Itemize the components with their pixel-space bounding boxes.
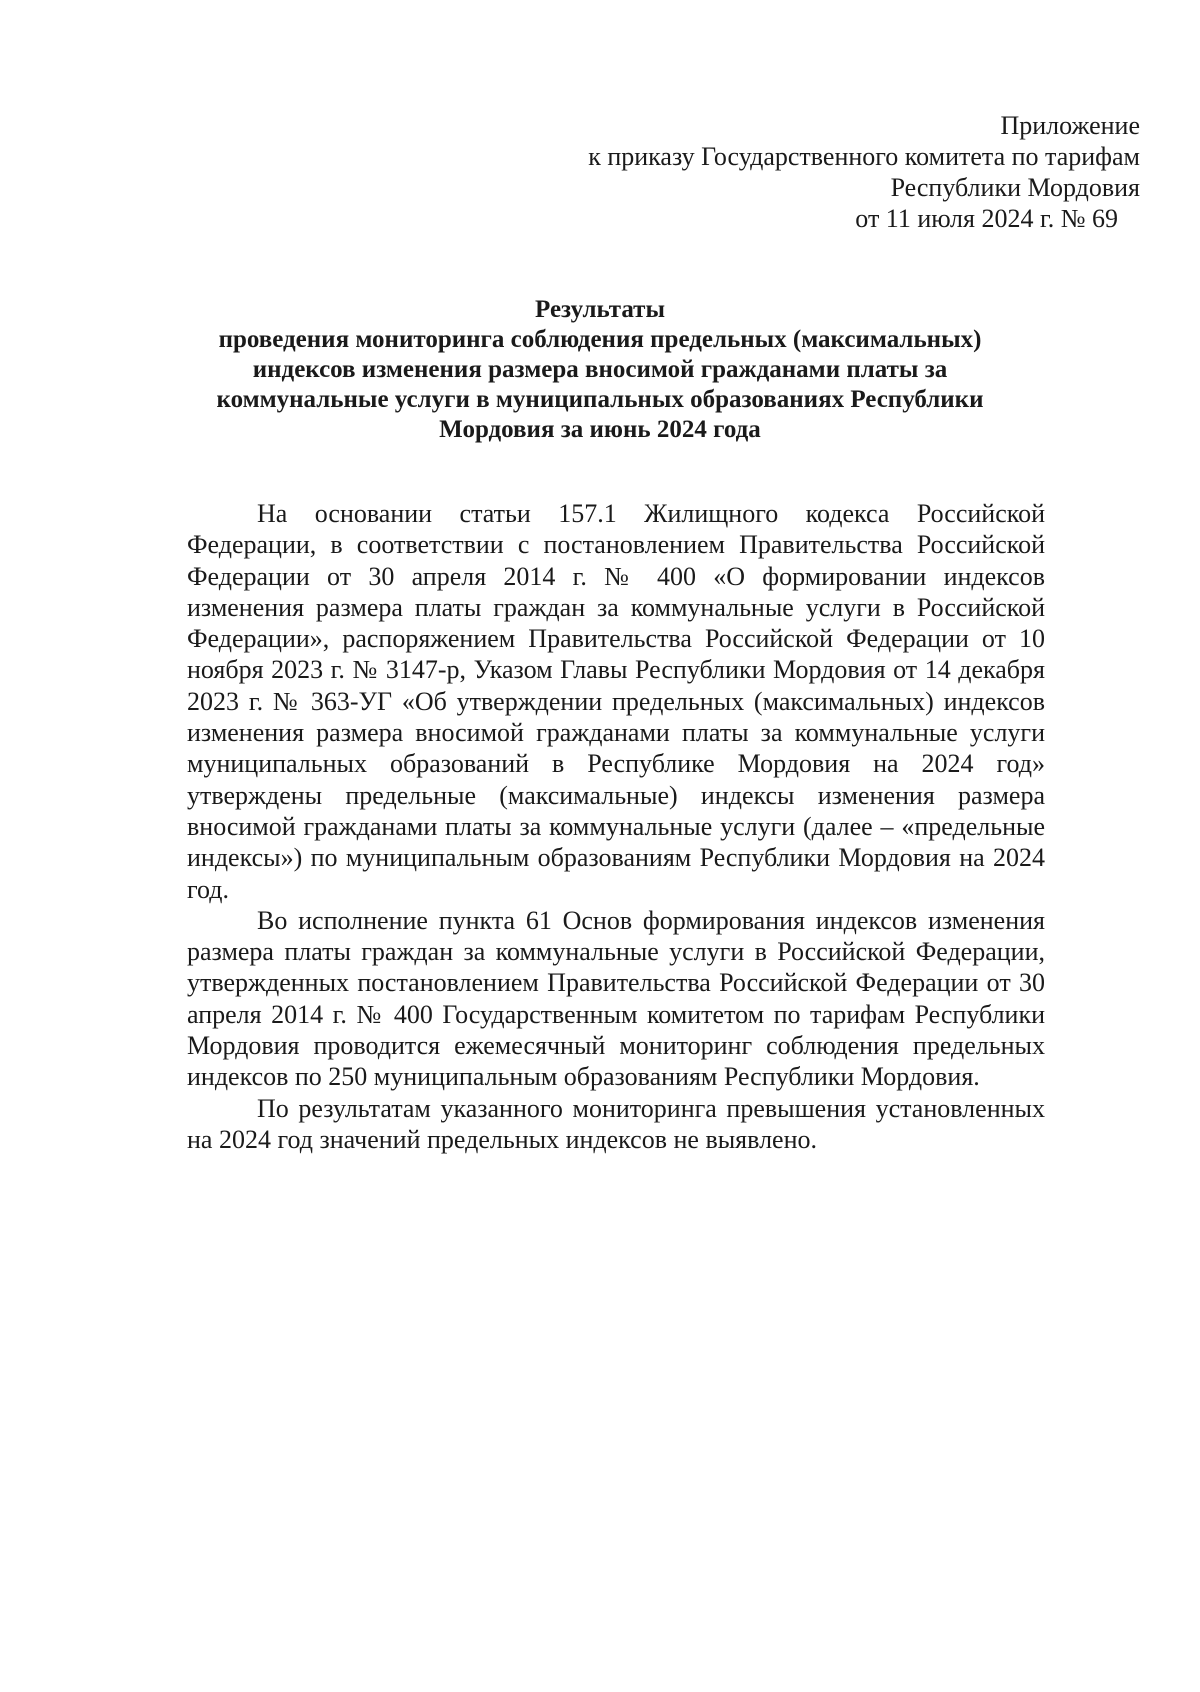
body-paragraph-2: Во исполнение пункта 61 Основ формирования индексов изменения размера платы граждан за коммунальные услуги в Российской Федерации, утвержденных постановлением Правительства Российской Федерации от 30 апреля 2014 г. № 400 Государственным комитетом по тарифам Республики Мордовия проводится ежемесячный мониторинг соблюдения предельных индексов по 250 муниципальным образованиям Республики Мордовия. — [187, 905, 1045, 1092]
body-paragraph-1: На основании статьи 157.1 Жилищного кодекса Российской Федерации, в соответствии с постановлением Правительства Российской Федерации от 30 апреля 2014 г. № 400 «О формировании индексов изменения размера платы граждан за коммунальные услуги в Российской Федерации», распоряжением Правительства Российской Федерации от 10 ноября 2023 г. № 3147-р, Указом Главы Республики Мордовия от 14 декабря 2023 г. № 363-УГ «Об утверждении предельных (максимальных) индексов изменения размера вносимой гражданами платы за коммунальные услуги муниципальных образований в Республике Мордовия на 2024 год» утверждены предельные (максимальные) индексы изменения размера вносимой гражданами платы за коммунальные услуги (далее – «предельные индексы») по муниципальным образованиям Республики Мордовия на 2024 год. — [187, 499, 1045, 904]
body-paragraph-3: По результатам указанного мониторинга превышения установленных на 2024 год значений предельных индексов не выявлено. — [187, 1093, 1045, 1154]
appendix-order-reference: к приказу Государственного комитета по тарифам — [588, 142, 1140, 171]
title-line-5: Мордовия за июнь 2024 года — [439, 416, 761, 443]
document-body — [187, 498, 1045, 1155]
appendix-header — [588, 110, 1140, 234]
appendix-order-date: от 11 июля 2024 г. № 69 — [855, 204, 1118, 233]
title-line-3: индексов изменения размера вносимой гражданами платы за — [252, 356, 948, 383]
document-title — [160, 295, 1040, 445]
title-line-2: проведения мониторинга соблюдения предельных (максимальных) — [218, 326, 982, 353]
appendix-title: Приложение — [1000, 111, 1140, 140]
appendix-region: Республики Мордовия — [890, 173, 1140, 202]
title-line-4: коммунальные услуги в муниципальных образованиях Республики — [216, 386, 984, 413]
title-line-1: Результаты — [535, 296, 665, 323]
